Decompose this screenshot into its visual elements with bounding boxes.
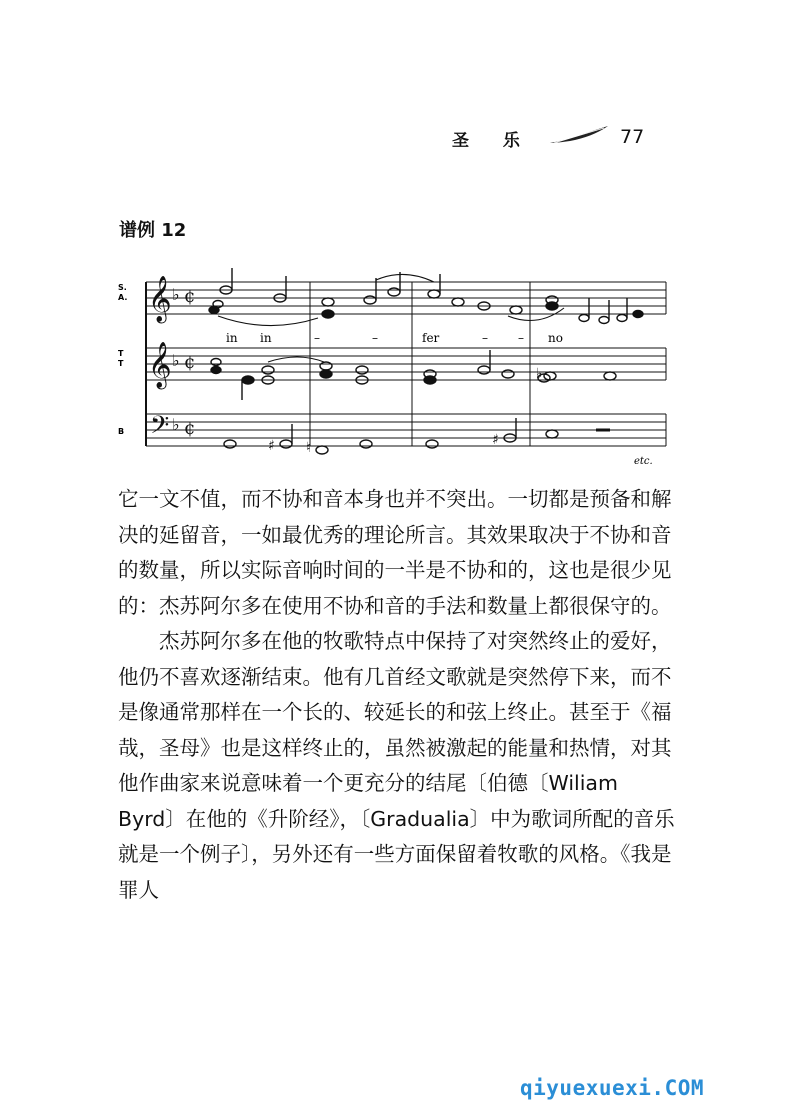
bass-clef-icon: 𝄢 <box>150 411 170 446</box>
notes-staff-2 <box>211 350 616 400</box>
lyric: – <box>314 331 320 345</box>
sharp-icon: ♮ <box>306 440 312 456</box>
body-text <box>118 482 680 908</box>
part-label: T <box>118 359 124 368</box>
lyric: – <box>372 331 378 345</box>
treble-clef-icon: 𝄞 <box>148 276 172 322</box>
treble-clef-8-icon: 𝄞 <box>148 342 172 388</box>
flat-icon: ♭ <box>536 366 543 382</box>
cut-time-icon: ¢ <box>184 352 196 373</box>
watermark: qiyuexuexi.COM <box>520 1076 705 1100</box>
lyric: – <box>518 331 524 345</box>
lyric: in <box>226 331 238 345</box>
staff-tenors <box>146 348 666 380</box>
part-label: S. <box>118 283 127 292</box>
flat-icon: ♭ <box>172 285 180 304</box>
flat-icon: ♭ <box>172 415 180 434</box>
paragraph: 杰苏阿尔多在他的牧歌特点中保持了对突然终止的爱好，他仍不喜欢逐渐结束。他有几首经文歌就是突然停下来，而不是像通常那样在一个长的、较延长的和弦上终止。甚至于《福哉，圣母》也是这样终止的，虽然被激起的能量和热情，对其他作曲家来说意味着一个更充分的结尾〔伯德〔Wiliam Byrd〕在他的《升阶经》，〔Gradualia〕中为歌词所配的音乐就是一个例子〕，另外还有一些方面保留着牧歌的风格。《我是罪人 <box>118 629 675 902</box>
lyric: in <box>260 331 272 345</box>
music-score <box>118 262 670 468</box>
lyric: no <box>548 331 563 345</box>
cut-time-icon: ¢ <box>184 418 196 439</box>
feather-ornament-icon <box>548 124 610 146</box>
notes-staff-1 <box>209 268 643 324</box>
page-number: 77 <box>620 126 645 148</box>
notes-staff-3 <box>224 418 610 454</box>
part-label: A. <box>118 293 128 302</box>
part-label: T <box>118 349 124 358</box>
sharp-icon: ♯ <box>492 432 499 448</box>
chapter-title: 圣 乐 <box>452 131 534 151</box>
part-label: B <box>118 427 125 436</box>
flat-icon: ♭ <box>172 351 180 370</box>
etc-marking: etc. <box>634 456 653 467</box>
paragraph: 它一文不值，而不协和音本身也并不突出。一切都是预备和解决的延留音，一如最优秀的理论所言。其效果取决于不协和音的数量，所以实际音响时间的一半是不协和的，这也是很少见的：杰苏阿尔多在使用不协和音的手法和数量上都很保守的。 <box>118 487 672 618</box>
staff-bass <box>146 414 666 446</box>
lyric: fer <box>422 331 440 345</box>
cut-time-icon: ¢ <box>184 286 196 307</box>
lyric: – <box>482 331 488 345</box>
sharp-icon: ♯ <box>268 438 275 454</box>
example-caption: 谱例 12 <box>119 220 187 241</box>
